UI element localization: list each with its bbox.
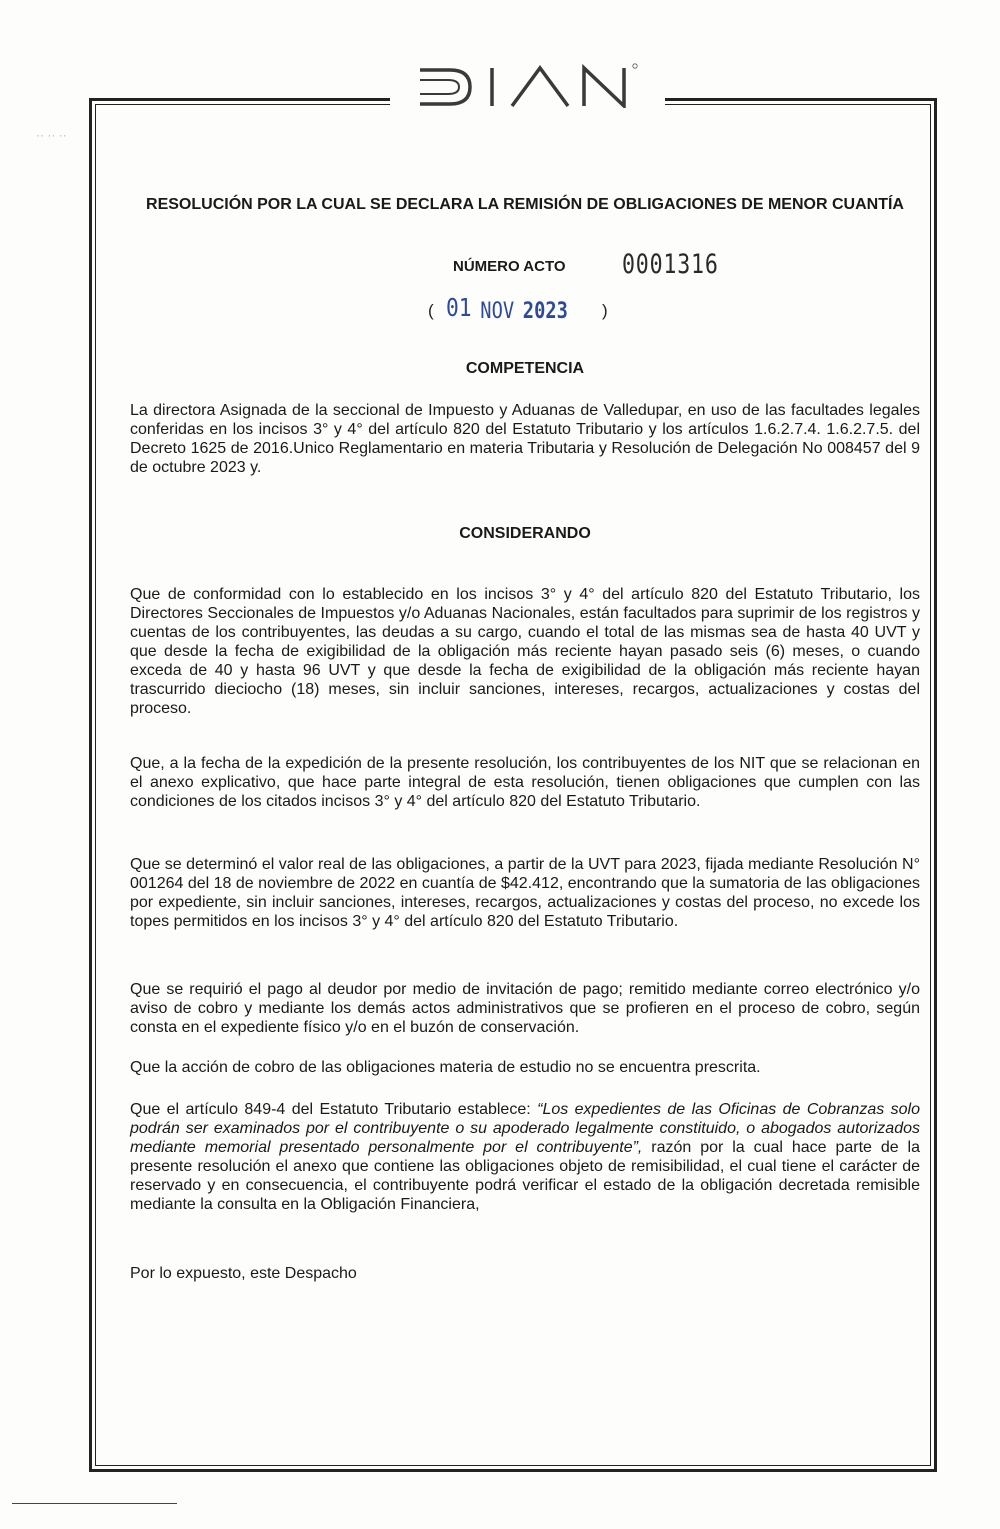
date-value (446, 293, 568, 322)
considerando-paragraph-5: Que la acción de cobro de las obligaciones materia de estudio no se encuentra prescrita. (130, 1059, 761, 1076)
competencia-text: La directora Asignada de la seccional de Impuesto y Aduanas de Valledupar, en uso de las facultades legales conferidas en los incisos 3° y 4° del artículo 820 del Estatuto Tributario y los artículos 1.6.2.7.4. 1.6.2.7.5. del Decreto 1625 de 2016.Unico Reglamentario en materia Tributaria y Resolución de Delegación No 008457 del 9 de octubre 2023 y. (130, 402, 920, 476)
date-close-paren: ) (602, 301, 608, 320)
footer-rule (12, 1503, 177, 1504)
paragraph-6-rest: razón por la cual hace parte de la presente resolución el anexo que contiene las obligaciones objeto de remisibilidad, el cual tiene el carácter de reservado y en consecuencia, el contribuyente podrá verificar el estado de la obligación decretada remisible mediante la consulta en la Obligación Financiera, (130, 1139, 920, 1213)
considerando-paragraph-2: Que, a la fecha de la expedición de la presente resolución, los contribuyentes de los NIT que se relacionan en el anexo explicativo, que hace parte integral de esta resolución, tienen obligaciones que cumplen con las condiciones de los citados incisos 3° y 4° del artículo 820 del Estatuto Tributario. (130, 755, 920, 810)
date-open-paren: ( (428, 301, 434, 320)
competencia-heading: COMPETENCIA (465, 360, 585, 377)
considerando-paragraph-4: Que se requirió el pago al deudor por medio de invitación de pago; remitido mediante correo electrónico y/o aviso de cobro y mediante los demás actos administrativos que se profieren en el proceso de cobro, según consta en el expediente físico y/o en el buzón de conservación. (130, 981, 920, 1036)
paragraph-6-quote: “Los expedientes de las Oficinas de Cobranzas solo podrán ser examinados por el contribuyente o su apoderado legalmente constituido, o abogados autorizados mediante memorial presentado personalmente por el contribuyente”, (130, 1101, 920, 1156)
resolution-title: RESOLUCIÓN POR LA CUAL SE DECLARA LA REMISIÓN DE OBLIGACIONES DE MENOR CUANTÍA (146, 196, 904, 213)
acto-number: 0001316 (622, 249, 719, 280)
date-month: NOV (480, 299, 515, 324)
scan-smudge: ·· ·· ·· (36, 128, 67, 142)
considerando-paragraph-3: Que se determinó el valor real de las obligaciones, a partir de la UVT para 2023, fijada mediante Resolución N° 001264 del 18 de noviembre de 2022 en cuantía de $42.412, encontrando que la sumatoria de las obligaciones por expediente, sin incluir sanciones, intereses, recargos, actualizaciones y costas del proceso, no excede los topes permitidos en los incisos 3° y 4° del artículo 820 del Estatuto Tributario. (130, 856, 920, 930)
acto-number-label: NÚMERO ACTO (453, 258, 566, 275)
considerando-heading: CONSIDERANDO (459, 525, 591, 542)
considerando-paragraph-7: Por lo expuesto, este Despacho (130, 1265, 357, 1282)
considerando-paragraph-1: Que de conformidad con lo establecido en los incisos 3° y 4° del artículo 820 del Estatuto Tributario, los Directores Seccionales de Impuestos y/o Aduanas Nacionales, están facultados para suprimir de los registros y cuentas de los contribuyentes, las deudas a su cargo, cuando el total de las mismas sea de hasta 40 UVT y que desde la fecha de exigibilidad de la obligación más reciente hayan pasado seis (6) meses, o cuando exceda de 40 y hasta 96 UVT y que desde la fecha de exigibilidad de la obligación más reciente hayan trascurrido dieciocho (18) meses, sin incluir sanciones, intereses, recargos, actualizaciones y costas del proceso. (130, 586, 920, 717)
considerando-paragraph-6 (130, 1100, 920, 1214)
paragraph-6-intro: Que el artículo 849-4 del Estatuto Tributario establece: (130, 1101, 538, 1118)
dian-logo (412, 60, 642, 108)
date-day: 01 (446, 293, 472, 322)
date-year: 2023 (522, 299, 568, 324)
